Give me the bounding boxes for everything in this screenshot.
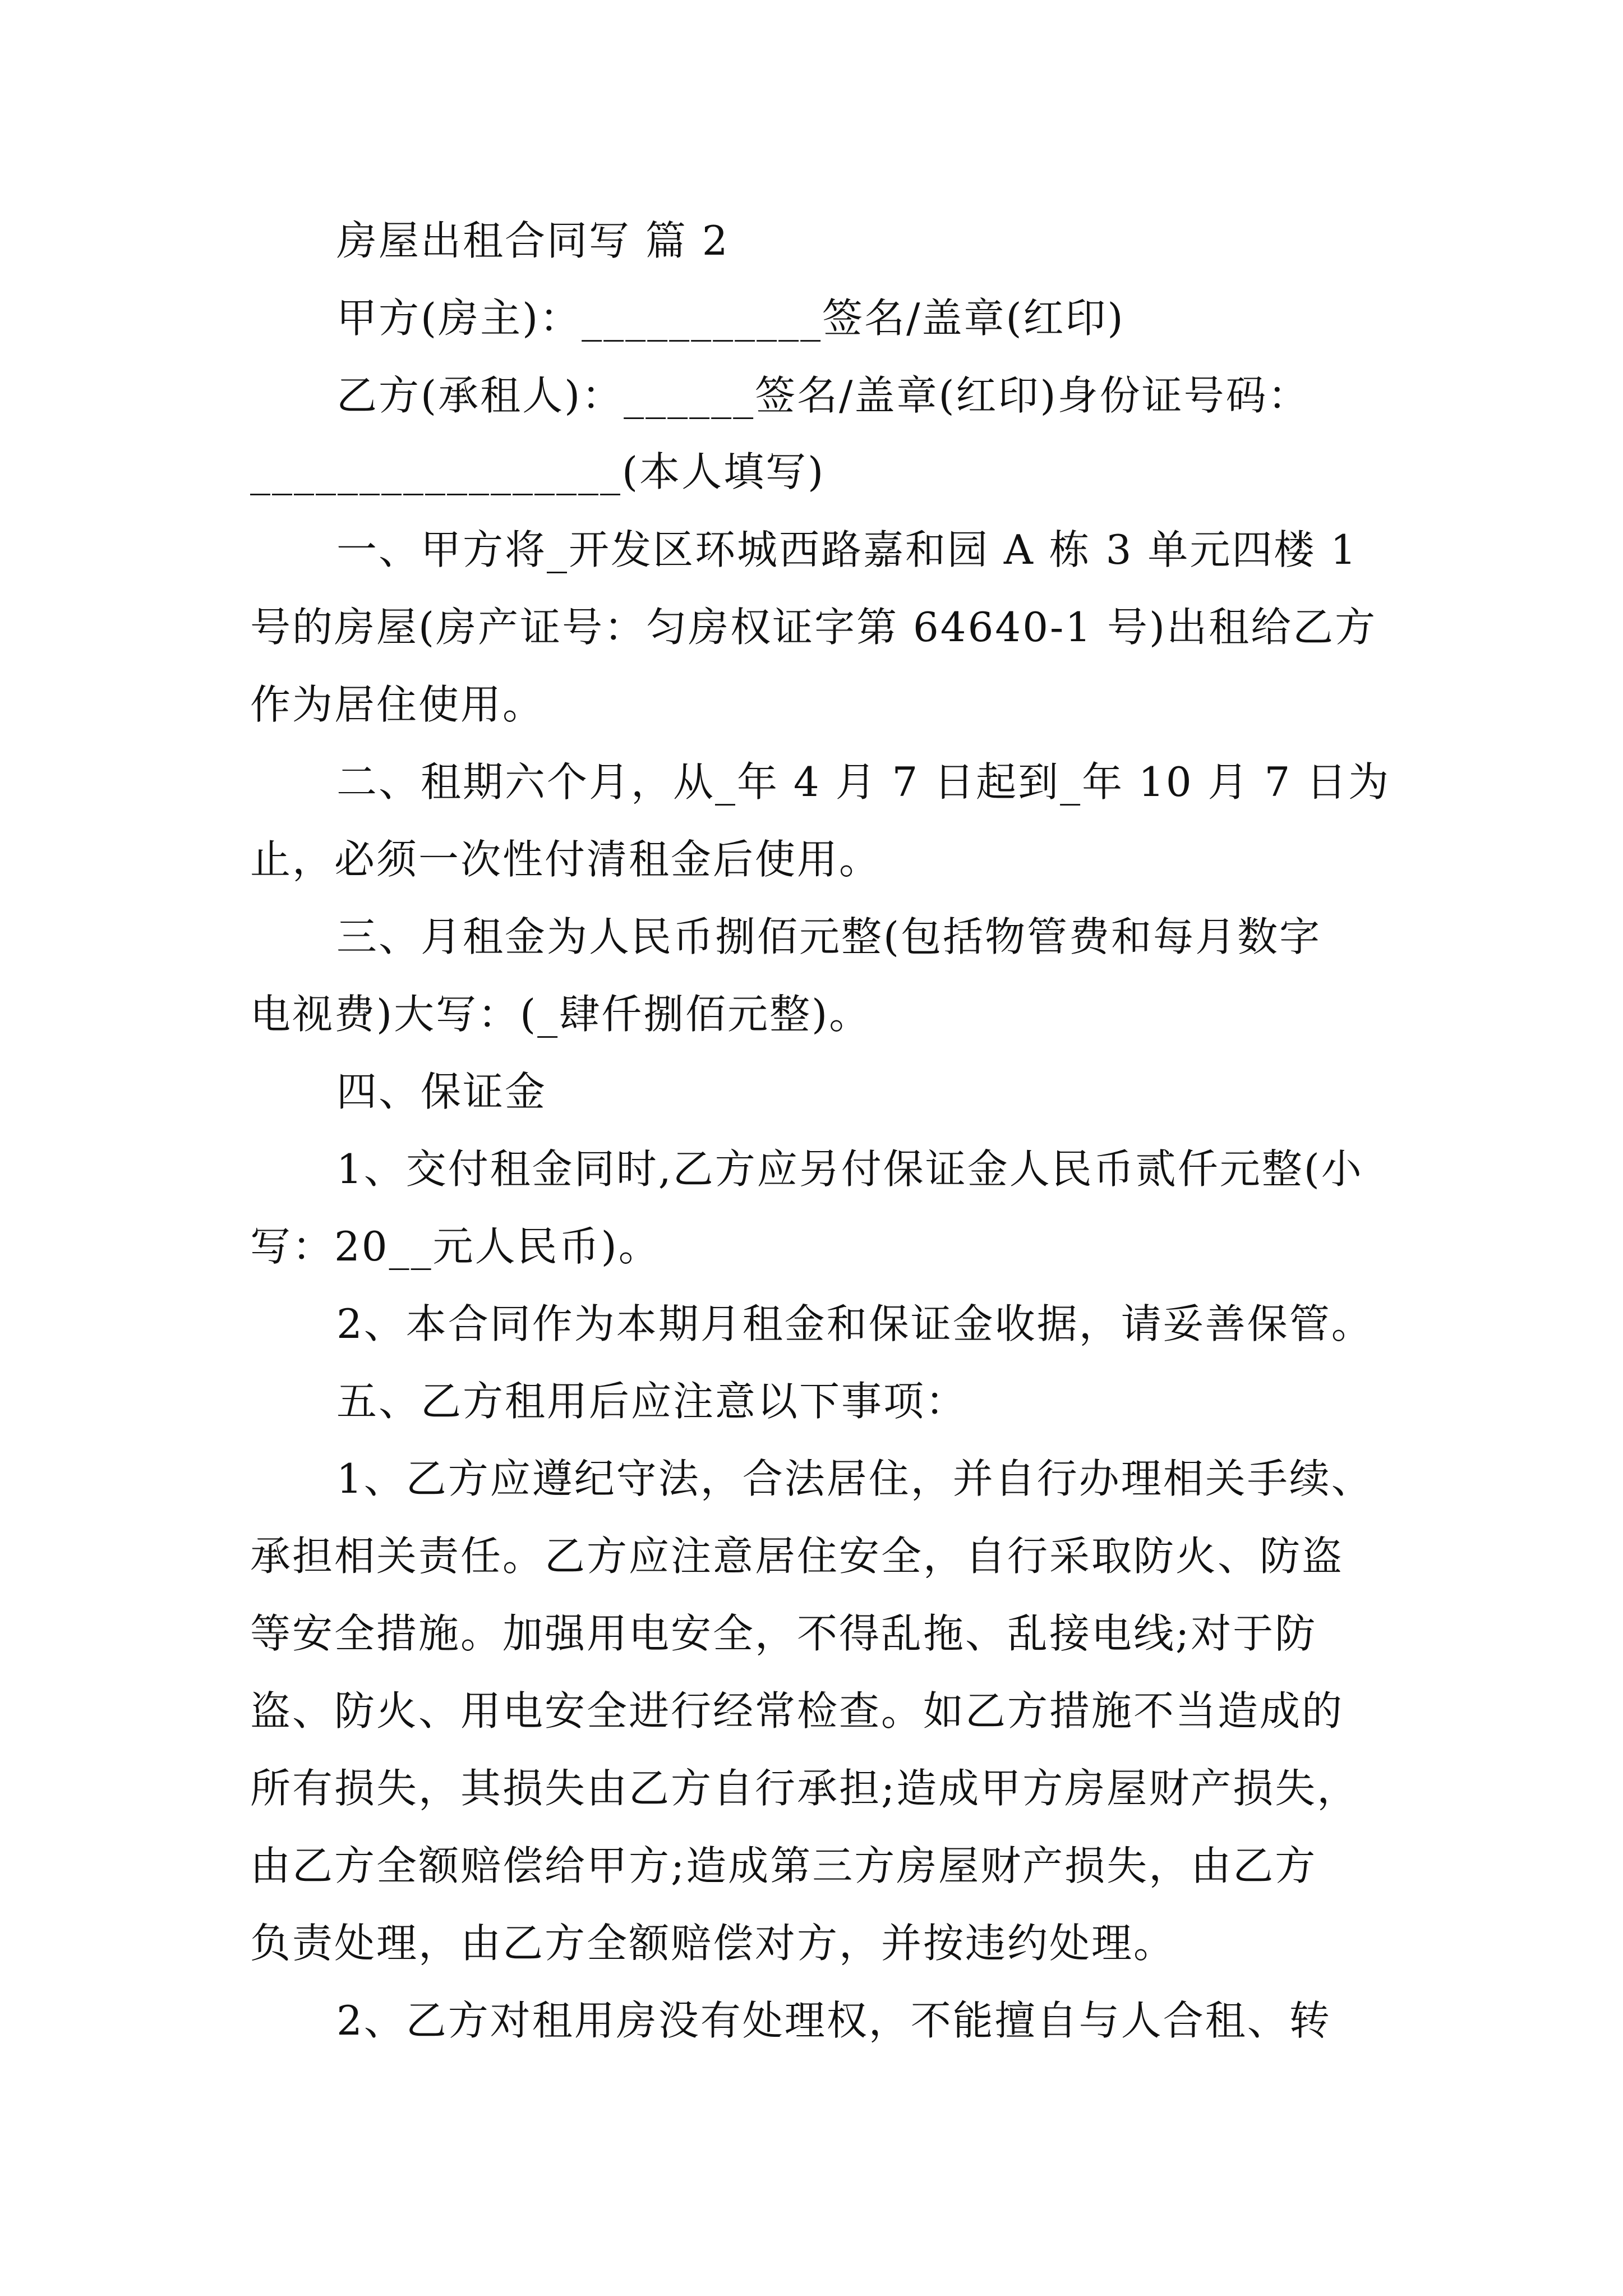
clause-1-line-3: 作为居住使用。 (250, 681, 545, 728)
clause-5-1-line-2: 承担相关责任。乙方应注意居住安全，自行采取防火、防盗 (250, 1533, 1344, 1580)
clause-5-1-line-7: 负责处理，由乙方全额赔偿对方，并按违约处理。 (250, 1920, 1176, 1967)
clause-5-2-line-1: 2、乙方对租用房没有处理权，不能擅自与人合租、转 (336, 1997, 1331, 2044)
clause-4-title: 四、保证金 (336, 1068, 547, 1115)
document-title: 房屋出租合同写 篇 2 (336, 217, 730, 264)
clause-2-line-2: 止，必须一次性付清租金后使用。 (250, 836, 882, 883)
clause-5-1-line-6: 由乙方全额赔偿给甲方;造成第三方房屋财产损失，由乙方 (250, 1842, 1317, 1889)
party-b-line-continued: _________________(本人填写) (250, 448, 826, 495)
clause-5-1-line-5: 所有损失，其损失由乙方自行承担;造成甲方房屋财产损失， (250, 1765, 1359, 1812)
clause-1-line-1: 一、甲方将_开发区环城西路嘉和园 A 栋 3 单元四楼 1 (336, 526, 1358, 573)
party-b-line: 乙方(承租人)：______签名/盖章(红印)身份证号码： (336, 372, 1310, 419)
clause-3-line-2: 电视费)大写：(_肆仟捌佰元整)。 (250, 991, 872, 1038)
party-a-line: 甲方(房主)：___________签名/盖章(红印) (336, 295, 1125, 342)
clause-5-1-line-4: 盗、防火、用电安全进行经常检查。如乙方措施不当造成的 (250, 1687, 1344, 1734)
clause-3-line-1: 三、月租金为人民币捌佰元整(包括物管费和每月数字 (336, 913, 1322, 960)
clause-4-1-line-2: 写：20__元人民币)。 (250, 1223, 661, 1270)
clause-5-1-line-3: 等安全措施。加强用电安全，不得乱拖、乱接电线;对于防 (250, 1610, 1317, 1657)
clause-5-title: 五、乙方租用后应注意以下事项： (336, 1378, 968, 1425)
clause-4-2: 2、本合同作为本期月租金和保证金收据，请妥善保管。 (336, 1300, 1373, 1347)
clause-4-1-line-1: 1、交付租金同时,乙方应另付保证金人民币贰仟元整(小 (336, 1145, 1363, 1193)
clause-5-1-line-1: 1、乙方应遵纪守法，合法居住，并自行办理相关手续、 (336, 1455, 1373, 1502)
clause-2-line-1: 二、租期六个月，从_年 4 月 7 日起到_年 10 月 7 日为 (336, 758, 1391, 806)
clause-1-line-2: 号的房屋(房产证号：匀房权证字第 64640-1 号)出租给乙方 (250, 604, 1377, 651)
